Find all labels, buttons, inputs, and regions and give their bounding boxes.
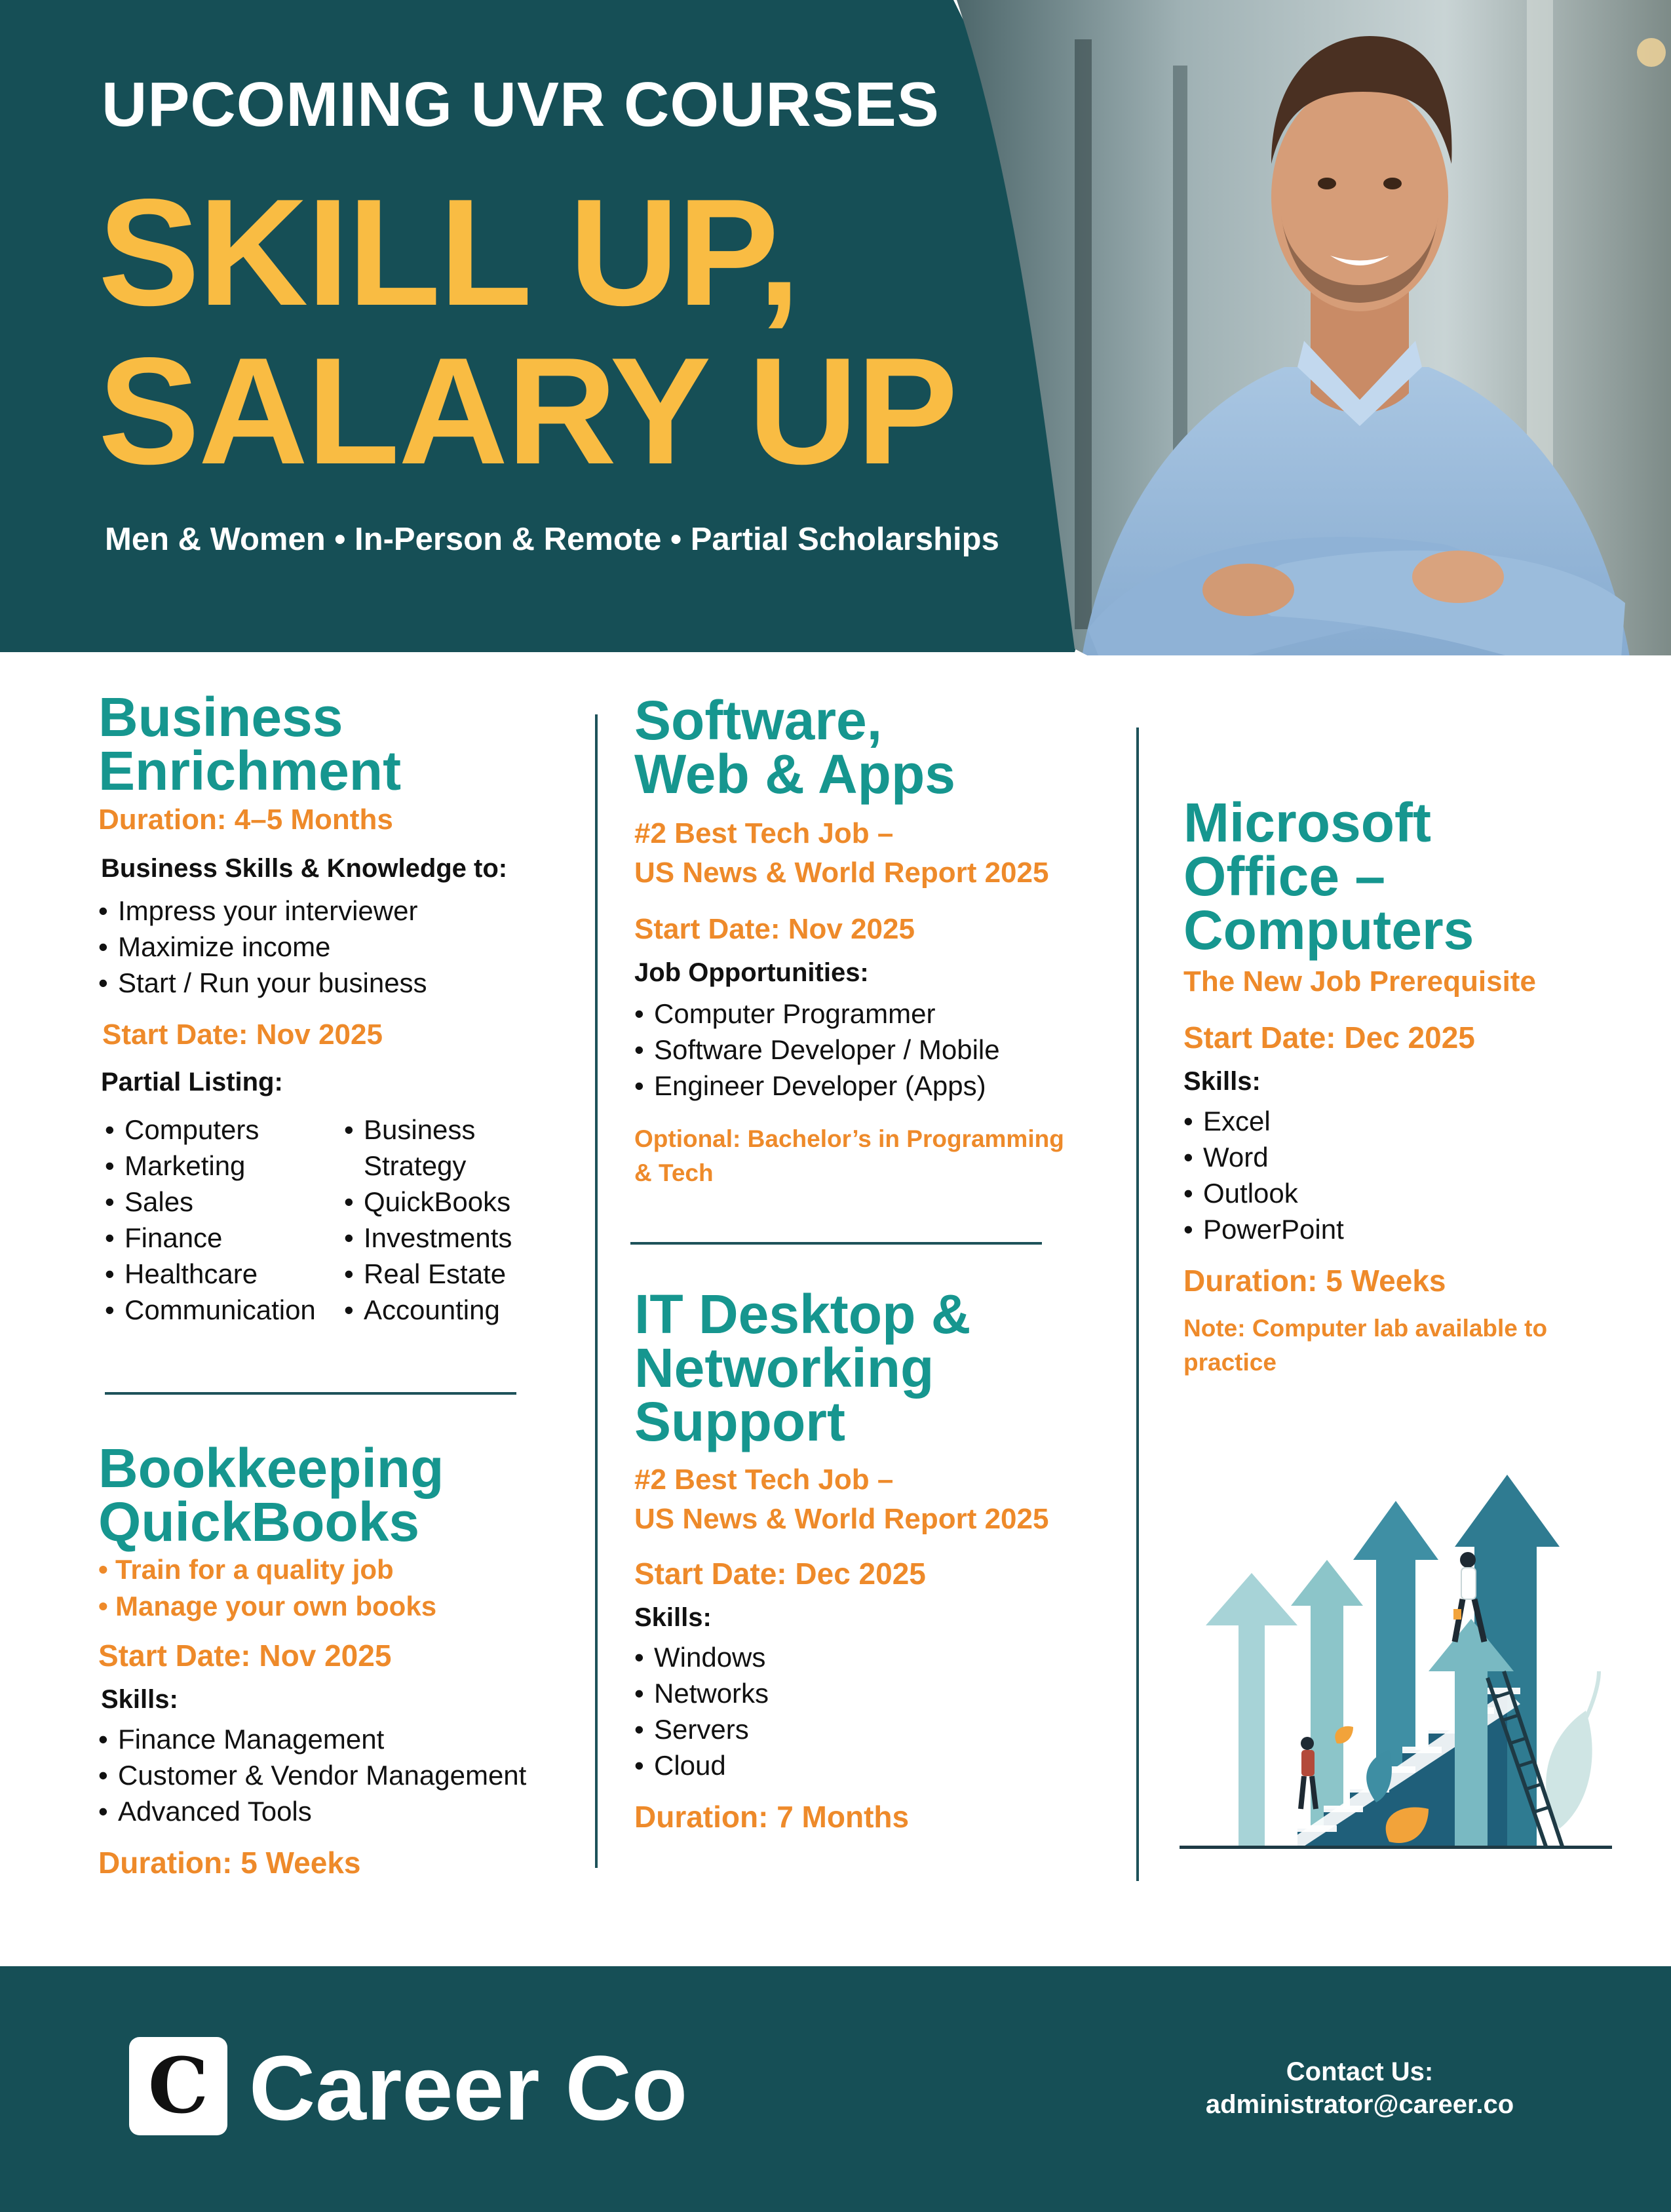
list-item: • Word	[1183, 1139, 1642, 1175]
list-item-line-2: Strategy	[364, 1150, 467, 1181]
software-jobs-list	[634, 996, 1119, 1104]
office-start-date: Start Date: Dec 2025	[1183, 1020, 1475, 1055]
office-note-line-2: practice	[1183, 1349, 1277, 1376]
list-item: • Real Estate	[344, 1256, 583, 1292]
office-section	[1183, 792, 1642, 1380]
list-item: • Advanced Tools	[98, 1793, 583, 1829]
software-title-line-2: Web & Apps	[634, 743, 956, 805]
list-item-line-1: Business	[364, 1114, 476, 1145]
it-title-line-2: Networking	[634, 1337, 934, 1399]
bookkeeping-duration: Duration: 5 Weeks	[98, 1846, 361, 1880]
it-title	[634, 1283, 1119, 1452]
office-title	[1183, 792, 1642, 961]
it-duration: Duration: 7 Months	[634, 1800, 910, 1834]
list-item: • Impress your interviewer	[98, 893, 583, 929]
software-optional-line-2: & Tech	[634, 1159, 714, 1186]
list-item: • Healthcare	[105, 1256, 344, 1292]
brand-name: Career Co	[249, 2036, 688, 2139]
list-item: • Finance	[105, 1220, 344, 1256]
career-co-logo: C	[129, 2037, 227, 2135]
list-item: • Manage your own books	[98, 1588, 583, 1625]
list-item: • Communication	[105, 1292, 344, 1328]
list-item: • Computers	[105, 1112, 344, 1148]
office-duration: Duration: 5 Weeks	[1183, 1264, 1446, 1298]
list-item: • Cloud	[634, 1747, 1119, 1783]
software-rank-line-1: #2 Best Tech Job –	[634, 817, 894, 849]
software-title-line-1: Software,	[634, 689, 883, 751]
it-rank-line-1: #2 Best Tech Job –	[634, 1464, 894, 1496]
business-skills-list	[98, 893, 583, 1001]
office-skills-label: Skills:	[1183, 1067, 1261, 1096]
hero-kicker: UPCOMING UVR COURSES	[102, 69, 940, 140]
bookkeeping-title-line-2: QuickBooks	[98, 1491, 420, 1553]
column-divider-right	[1136, 728, 1139, 1881]
software-jobs-label: Job Opportunities:	[634, 958, 869, 987]
business-listing-label: Partial Listing:	[101, 1068, 283, 1096]
office-skills-list	[1183, 1103, 1642, 1247]
list-item: • Sales	[105, 1184, 344, 1220]
contact-label: Contact Us:	[1286, 2057, 1434, 2086]
software-rank-line-2: US News & World Report 2025	[634, 857, 1049, 889]
bookkeeping-start-date: Start Date: Nov 2025	[98, 1639, 392, 1673]
list-item: • Engineer Developer (Apps)	[634, 1068, 1119, 1104]
list-item: • Finance Management	[98, 1721, 583, 1757]
hero-title-line-2: SALARY UP	[98, 326, 957, 496]
business-start-date: Start Date: Nov 2025	[102, 1019, 383, 1051]
it-rank-line-2: US News & World Report 2025	[634, 1503, 1049, 1535]
business-listing-col-2	[344, 1112, 583, 1328]
it-skills-list	[634, 1639, 1119, 1783]
business-title	[98, 686, 583, 802]
growth-arrows-illustration	[1180, 1462, 1612, 1855]
software-optional	[634, 1122, 1119, 1190]
list-item: • Servers	[634, 1711, 1119, 1747]
business-enrichment-section	[98, 686, 583, 1328]
contact-email[interactable]: administrator@career.co	[1205, 2090, 1514, 2119]
it-title-line-1: IT Desktop &	[634, 1283, 971, 1345]
office-title-line-1: Microsoft	[1183, 792, 1431, 853]
business-title-line-1: Business	[98, 686, 343, 748]
list-item: • Maximize income	[98, 929, 583, 965]
list-item: • Train for a quality job	[98, 1551, 583, 1588]
business-listing-grid	[105, 1112, 583, 1328]
bookkeeping-skills-list	[98, 1721, 583, 1829]
list-item: • Marketing	[105, 1148, 344, 1184]
list-item: • Computer Programmer	[634, 996, 1119, 1032]
bookkeeping-title	[98, 1437, 583, 1553]
list-item: • Software Developer / Mobile	[634, 1032, 1119, 1068]
footer	[0, 1966, 1671, 2212]
list-item: • PowerPoint	[1183, 1211, 1642, 1247]
list-item: • Start / Run your business	[98, 965, 583, 1001]
it-start-date: Start Date: Dec 2025	[634, 1557, 926, 1591]
list-item: • Excel	[1183, 1103, 1642, 1139]
bookkeeping-title-line-1: Bookkeeping	[98, 1437, 444, 1499]
hero-title	[98, 168, 957, 496]
software-title	[634, 689, 1119, 805]
column-divider-left	[595, 714, 598, 1868]
bookkeeping-section	[98, 1437, 583, 1883]
list-item: • Outlook	[1183, 1175, 1642, 1211]
office-title-line-2: Office –	[1183, 845, 1386, 907]
software-start-date: Start Date: Nov 2025	[634, 913, 915, 945]
software-rank	[634, 814, 1119, 893]
office-subtitle: The New Job Prerequisite	[1183, 965, 1536, 998]
office-title-line-3: Computers	[1183, 899, 1474, 961]
business-duration: Duration: 4–5 Months	[98, 804, 393, 836]
list-item: • Customer & Vendor Management	[98, 1757, 583, 1793]
software-optional-line-1: Optional: Bachelor’s in Programming	[634, 1125, 1064, 1152]
it-rank	[634, 1460, 1119, 1539]
contact-block	[1163, 2055, 1556, 2121]
list-item: • Accounting	[344, 1292, 583, 1328]
it-skills-label: Skills:	[634, 1603, 712, 1632]
it-title-line-3: Support	[634, 1391, 845, 1452]
it-support-section	[634, 1283, 1119, 1837]
business-skills-label: Business Skills & Knowledge to:	[101, 854, 508, 883]
hero-title-line-1: SKILL UP,	[98, 168, 799, 338]
office-note	[1183, 1311, 1642, 1380]
list-item	[344, 1112, 583, 1184]
office-note-line-1: Note: Computer lab available to	[1183, 1315, 1548, 1342]
list-item: • Windows	[634, 1639, 1119, 1675]
bookkeeping-skills-label: Skills:	[101, 1685, 178, 1714]
section-divider-software	[630, 1242, 1042, 1245]
list-item: • Networks	[634, 1675, 1119, 1711]
list-item: • Investments	[344, 1220, 583, 1256]
software-section	[634, 689, 1119, 1190]
section-divider-business	[105, 1392, 516, 1395]
list-item: • QuickBooks	[344, 1184, 583, 1220]
business-listing-col-1	[105, 1112, 344, 1328]
business-title-line-2: Enrichment	[98, 740, 402, 802]
bookkeeping-benefits	[98, 1551, 583, 1625]
hero-tagline: Men & Women • In-Person & Remote • Partial Scholarships	[105, 522, 999, 557]
